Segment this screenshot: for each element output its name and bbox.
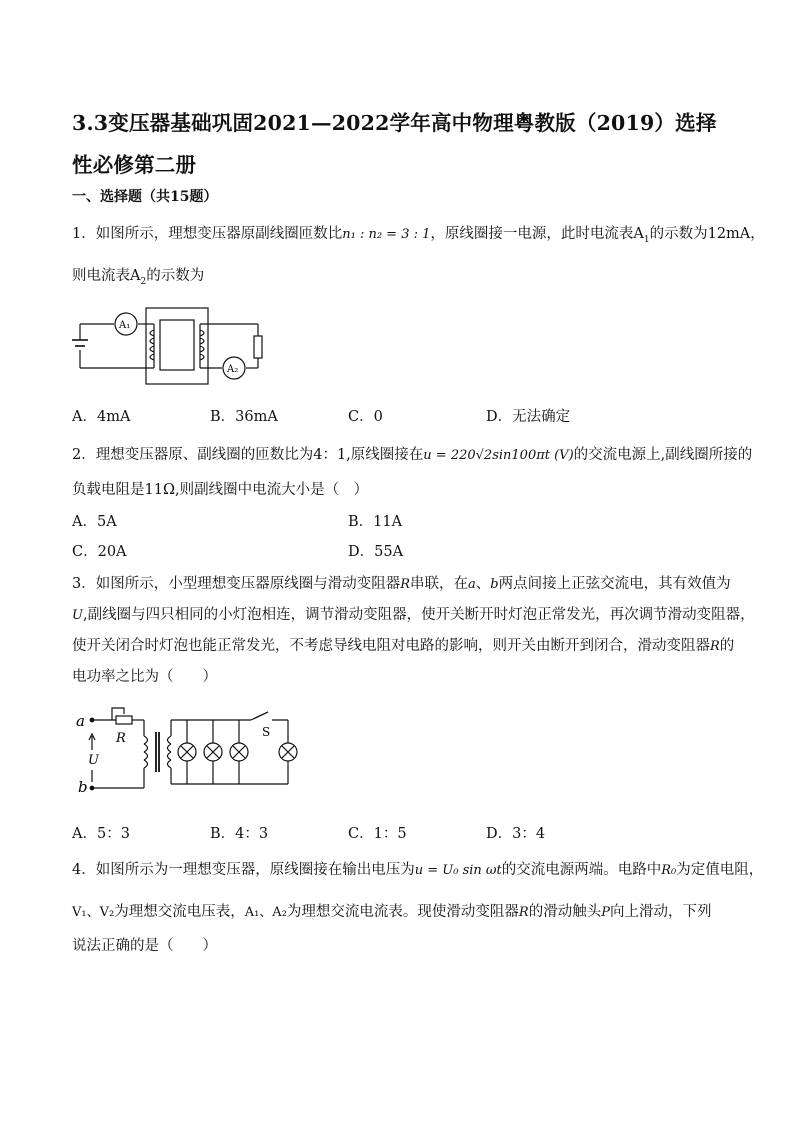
q3-stem-line2 [72, 603, 755, 624]
q4-text: 为定值电阻， [676, 862, 764, 878]
q3-text: 串联，在 [410, 576, 469, 592]
q4-var-r: R [518, 905, 529, 920]
q4-voltmeters: V₁、V₂ [72, 905, 115, 920]
q4-text: 的交流电源两端。电路中 [501, 862, 662, 878]
q1-option-c[interactable]: C．0 [348, 409, 383, 425]
q3-stem-line4: 电功率之比为（ ） [72, 669, 217, 685]
q1-option-d[interactable]: D．无法确定 [486, 409, 571, 425]
q2-stem-line1 [72, 443, 752, 464]
q2-formula: u = 220√2sin100πt (V) [423, 448, 574, 463]
q3-stem-line1 [72, 572, 731, 593]
q1-text: 则电流表A [72, 268, 141, 284]
q3-option-c[interactable]: C．1：5 [348, 826, 407, 842]
q3-var-r: R [710, 639, 720, 654]
q3-circuit-diagram [76, 702, 306, 798]
q2-stem-line2: 负载电阻是11Ω,则副线圈中电流大小是（ ） [72, 482, 369, 498]
q3-fig-label-s: S [262, 725, 271, 739]
q4-text: 向上滑动，下列 [609, 904, 712, 920]
q3-fig-label-r: R [116, 731, 126, 746]
q4-ammeters: A₁、A₂ [244, 905, 287, 920]
q1-option-b[interactable]: B．36mA [210, 409, 278, 425]
q4-text: 为理想交流电压表， [114, 904, 245, 920]
q2-text: 2．理想变压器原、副线圈的匝数比为4：1,原线圈接在 [72, 447, 424, 463]
q1-option-a[interactable]: A．4mA [72, 409, 131, 425]
q4-stem-line3: 说法正确的是（ ） [72, 938, 217, 954]
q1-stem-line2 [72, 264, 204, 287]
q1-transformer-diagram [72, 304, 272, 388]
q1-text: 1．如图所示，理想变压器原副线圈匝数比 [72, 226, 343, 242]
q3-text: 3．如图所示，小型理想变压器原线圈与滑动变阻器 [72, 576, 401, 592]
q4-text: 为理想交流电流表。现使滑动变阻器 [286, 904, 519, 920]
q3-option-a[interactable]: A．5：3 [72, 826, 130, 842]
q4-stem-line2 [72, 900, 711, 921]
section-header: 一、选择题（共15题） [72, 189, 218, 205]
q2-text: 的交流电源上,副线圈所接的 [573, 447, 753, 463]
q3-option-d[interactable]: D．3：4 [486, 826, 546, 842]
q2-option-a[interactable]: A．5A [72, 514, 117, 530]
q1-subscript: 2 [140, 276, 147, 287]
q3-var-a: a [468, 577, 476, 592]
q1-text: ，原线圈接一电源，此时电流表A [430, 226, 644, 242]
q3-text: 、 [475, 576, 491, 592]
q4-stem-line1 [72, 858, 763, 879]
q1-ammeter-a2-label: A₂ [227, 364, 239, 375]
q2-option-b[interactable]: B．11A [348, 514, 403, 530]
q4-text: 4．如图所示为一理想变压器，原线圈接在输出电压为 [72, 862, 415, 878]
q4-var-r0: R₀ [661, 863, 677, 878]
q4-text: 的滑动触头 [528, 904, 602, 920]
q3-text: 使开关闭合时灯泡也能正常发光，不考虑导线电阻对电路的影响，则开关由断开到闭合，滑动变阻器 [72, 638, 710, 654]
q4-formula: u = U₀ sin ωt [414, 863, 502, 878]
q2-option-d[interactable]: D．55A [348, 544, 404, 560]
q3-option-b[interactable]: B．4：3 [210, 826, 269, 842]
q1-text: 的示数为12mA， [649, 226, 765, 242]
document-title: 3.3变压器基础巩固2021—2022学年高中物理粤教版（2019）选择性必修第二册 [72, 111, 717, 177]
q3-var-u: U [72, 608, 83, 623]
q3-text: 的 [719, 638, 735, 654]
q3-text: 两点间接上正弦交流电，其有效值为 [498, 576, 731, 592]
q3-fig-label-a: a [76, 712, 85, 730]
q3-fig-label-u: U [88, 753, 99, 768]
q3-text: ,副线圈与四只相同的小灯泡相连，调节滑动变阻器，使开关断开时灯泡正常发光，再次调节滑动变阻器， [82, 607, 755, 623]
q1-text: 的示数为 [146, 268, 205, 284]
q1-subscript: 1 [643, 234, 650, 245]
q2-option-c[interactable]: C．20A [72, 544, 127, 560]
q1-stem-line1 [72, 222, 765, 245]
q3-var-r: R [400, 577, 411, 592]
q3-stem-line3 [72, 634, 734, 655]
q1-ammeter-a1-label: A₁ [119, 320, 131, 331]
q3-var-b: b [490, 577, 499, 592]
q1-ratio: n₁ : n₂ = 3 : 1 [342, 227, 431, 242]
q3-fig-label-b: b [78, 778, 88, 796]
q4-var-p: P [601, 905, 610, 920]
